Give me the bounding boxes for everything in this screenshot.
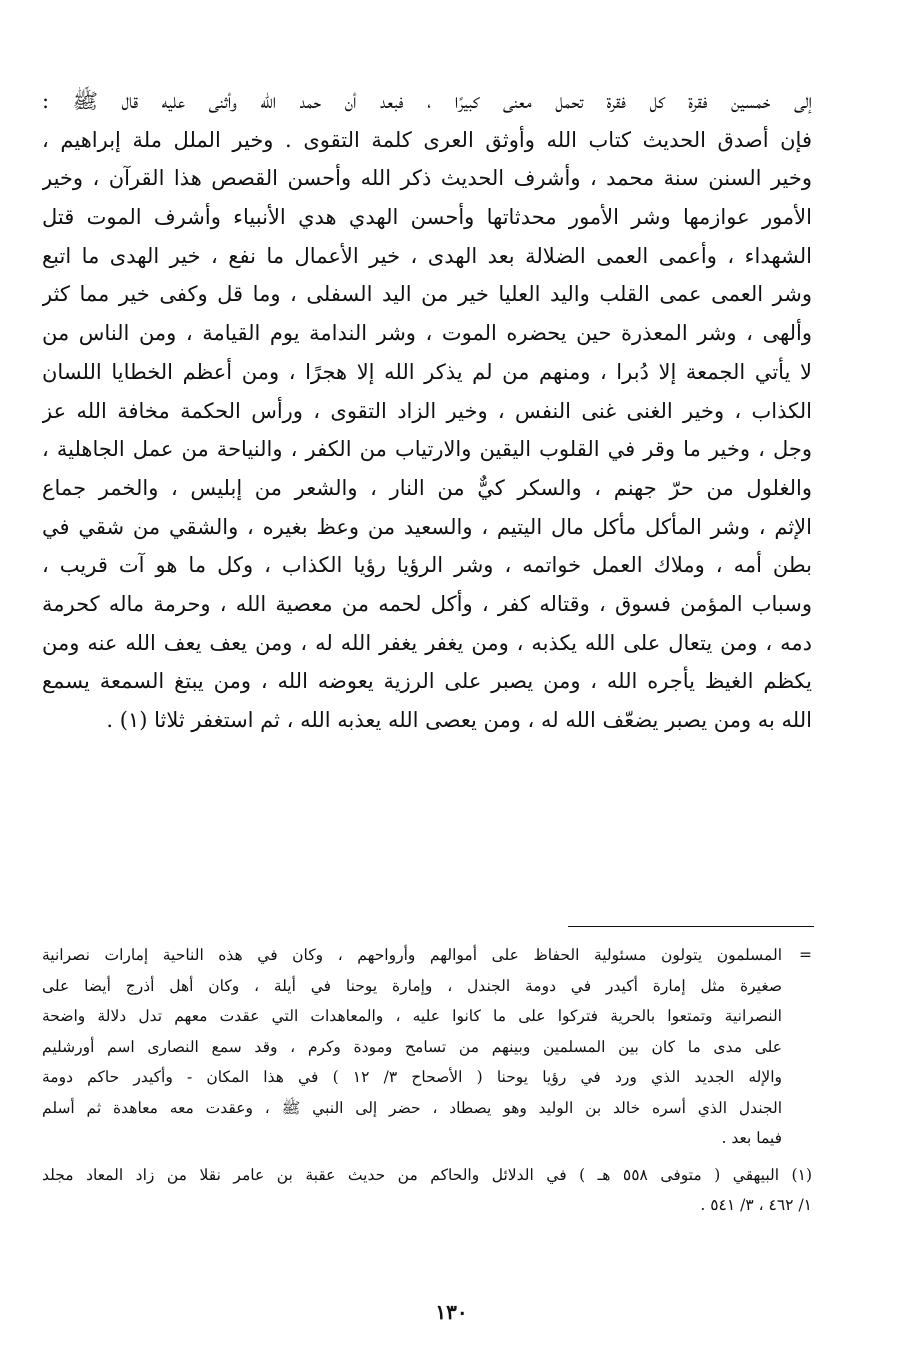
text-line: الكذاب ، وخير الغنى غنى النفس ، وخير الزاد التقوى ، ورأس الحكمة مخافة الله عز <box>42 398 812 423</box>
footnote-line: الجندل الذي أسره خالد بن الوليد وهو يصطاد ، حضر إلى النبي ﷺ ، وعقدت معه معاهدة ثم أسلم <box>42 1098 782 1117</box>
text-line: وشر العمى عمى القلب واليد العليا خير من اليد السفلى ، وما قل وكفى خير مما كثر <box>42 282 812 307</box>
text-line: بطن أمه ، وملاك العمل خواتمه ، وشر الرؤيا رؤيا الكذاب ، وكل ما هو آت قريب ، <box>42 553 812 578</box>
footnote-continuation <box>42 940 812 1154</box>
footnote-line: صغيرة مثل إمارة أكيدر في دومة الجندل ، وإمارة يوحنا في أيلة ، وكان أهل أذرج أيضا على <box>42 976 782 995</box>
main-text <box>42 82 812 740</box>
text-line: الأمور عوازمها وشر الأمور محدثاتها وأحسن الهدي هدي الأنبياء وأشرف الموت قتل <box>42 205 812 230</box>
footnote-line: النصرانية وتمتعوا بالحرية فتركوا على ما كانوا عليه ، والمعاهدات التي عقدت معهم تدل دلالة واضحة <box>42 1007 782 1025</box>
footnote-line: المسلمون يتولون مسئولية الحفاظ على أموالهم وأرواحهم ، وكان في هذه الناحية إمارات نصرانية <box>42 946 782 964</box>
text-line: لا يأتي الجمعة إلا دُبرا ، ومنهم من لم يذكر الله إلا هجرًا ، ومن أعظم الخطايا اللسان <box>42 359 812 384</box>
footnote-line: على مدى ما كان بين المسلمين وبينهم من تسامح ومودة وكرم ، وقد سمع النصارى اسم أورشليم <box>42 1037 782 1056</box>
text-line: وخير السنن سنة محمد ، وأشرف الحديث ذكر الله وأحسن القصص هذا القرآن ، وخير <box>42 166 812 191</box>
footnote-line: والإله الجديد الذي ورد في رؤيا يوحنا ( الأصحاح ٣/ ١٢ ) في هذا المكان - وأكيدر حاكم دومة <box>42 1068 782 1086</box>
page-number: ١٣٠ <box>435 1300 468 1324</box>
footnote-1 <box>42 1160 812 1221</box>
text-line: والغلول من حرّ جهنم ، والسكر كيٌّ من النار ، والشعر من إبليس ، والخمر جماع <box>42 475 812 500</box>
text-line: دمه ، ومن يتعال على الله يكذبه ، ومن يغفر يغفر الله له ، ومن يعف يعف الله عنه ومن <box>42 630 812 655</box>
footnotes <box>42 940 812 1221</box>
footnote-separator <box>568 926 814 927</box>
text-line: وجل ، وخير ما وقر في القلوب اليقين والارتياب من الكفر ، والنياحة من عمل الجاهلية ، <box>42 437 812 462</box>
text-line: الإثم ، وشر المأكل مأكل مال اليتيم ، والسعيد من وعظ بغيره ، والشقي من شقي في <box>42 514 812 539</box>
text-line: الشهداء ، وأعمى العمى الضلالة بعد الهدى ، خير الأعمال ما نفع ، خير الهدى ما اتبع <box>42 243 812 268</box>
footnote-line: (١) البيهقي ( متوفى ٥٥٨ هـ ) في الدلائل والحاكم من حديث عقبة بن عامر نقلا من زاد المعاد مجلد <box>42 1165 812 1184</box>
text-line: يكظم الغيظ يأجره الله ، ومن يصبر على الرزية يعوضه الله ، ومن يبتغ السمعة يسمع <box>42 669 812 694</box>
text-line: وسباب المؤمن فسوق ، وقتاله كفر ، وأكل لحمه من معصية الله ، وحرمة ماله كحرمة <box>42 591 812 616</box>
text-line: فإن أصدق الحديث كتاب الله وأوثق العرى كلمة التقوى . وخير الملل ملة إبراهيم ، <box>42 127 812 152</box>
text-line: إلى خمسين فقرة كل فقرة تحمل معنى كبيرًا ، فبعد أن حمد الله وأثنى عليه قال ﷺ : <box>42 89 812 113</box>
text-line: وألهى ، وشر المعذرة حين يحضره الموت ، وشر الندامة يوم القيامة ، ومن الناس من <box>42 321 812 346</box>
continuation-marker: = <box>799 946 812 964</box>
footnote-line: فيما بعد . <box>721 1129 782 1147</box>
footnote-line: ١/ ٤٦٢ ، ٣/ ٥٤١ . <box>700 1196 812 1214</box>
text-line: الله به ومن يصبر يضعّف الله له ، ومن يعصى الله يعذبه الله ، ثم استغفر ثلاثا (١) . <box>106 708 812 732</box>
